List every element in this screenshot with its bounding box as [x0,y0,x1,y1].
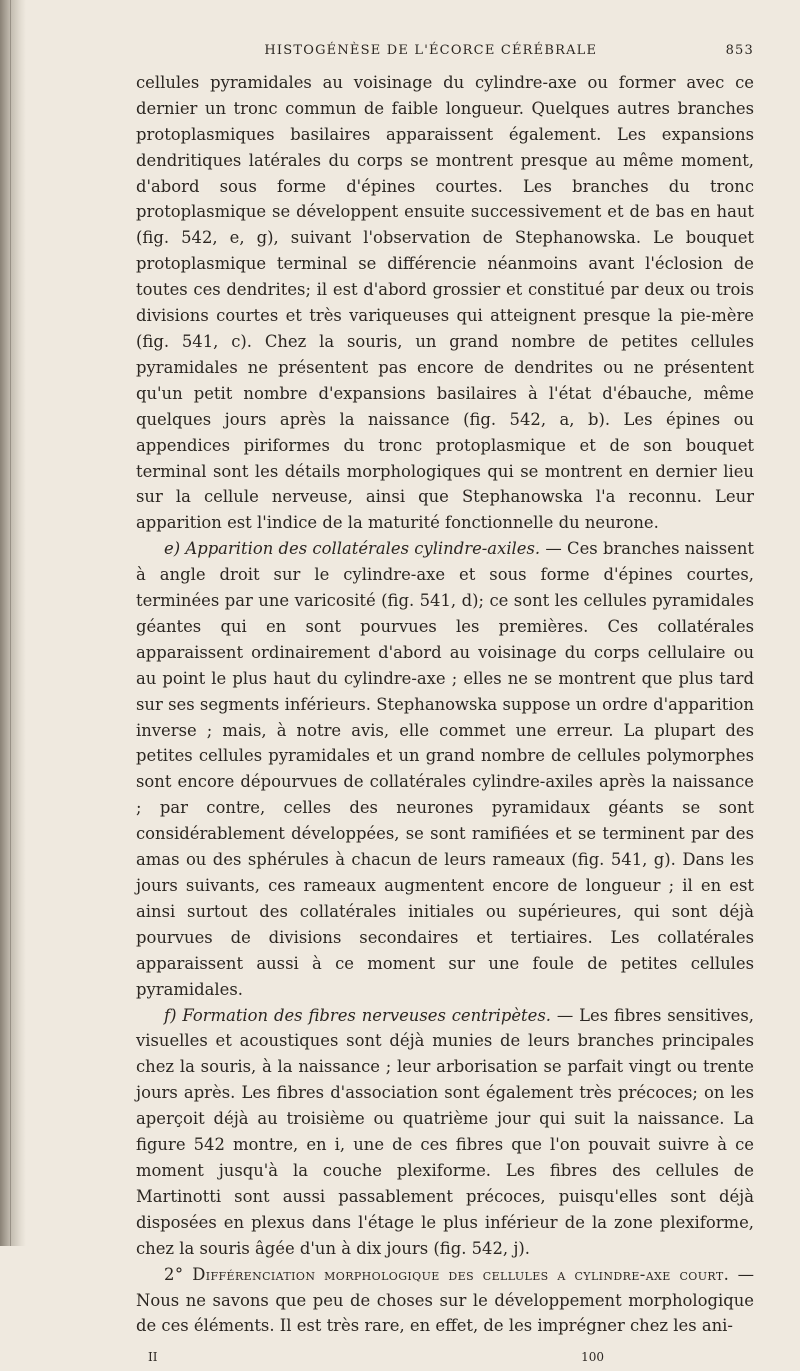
running-title: HISTOGÉNÈSE DE L'ÉCORCE CÉRÉBRALE [264,43,598,58]
signature-mark: 100 [581,1350,604,1365]
page-binding-shadow [0,0,26,1246]
book-page [136,38,754,1371]
section-heading-e: e) Apparition des collatérales cylindre-axiles. [164,539,541,559]
paragraph-centripetal-fibres [136,1003,754,1262]
paragraph-short-axon-cells [136,1262,754,1340]
running-header [136,38,754,64]
paragraph-centripetal-text: — Les fibres sensitives, visuelles et acoustiques sont déjà munies de leurs branches principales chez la souris, à la naissance ; leur arborisation se parfait vingt ou trente jours après. Les fibres d'association sont également très précoces; on les aperçoit déjà au troisième ou quatrième jour qui suit la naissance. La figure 542 montre, en i, une de ces fibres que l'on pouvait suivre à ce moment jusqu'à la couche plexiforme. Les fibres des cellules de Martinotti sont aussi passablement précoces, puisqu'elles sont déjà disposées en plexus dans l'étage le plus inférieur de la zone plexiforme, chez la souris âgée d'un à dix jours (fig. 542, j). [136,1005,754,1258]
page-number: 853 [725,43,754,58]
section-heading-2: 2° Différenciation morphologique des cellules a cylindre-axe court. [164,1264,730,1284]
volume-mark: II [148,1350,158,1365]
page-binding-edge [10,0,11,1246]
paragraph-collaterals [136,536,754,1002]
paragraph-collaterals-text: — Ces branches naissent à angle droit sur le cylindre-axe et sous forme d'épines courtes, terminées par une varicosité (fig. 541, d); ce sont les cellules pyramidales géantes qui en sont pourvues les premières. Ces collatérales apparaissent ordinairement d'abord au voisinage du corps cellulaire ou au point le plus haut du cylindre-axe ; elles ne se montrent que plus tard sur ses segments inférieurs. Stephanowska suppose un ordre d'apparition inverse ; mais, à notre avis, elle commet une erreur. La plupart des petites cellules pyramidales et un grand nombre de cellules polymorphes sont encore dépourvues de collatérales cylindre-axiles après la naissance ; par contre, celles des neurones pyramidaux géants se sont considérablement développées, se sont ramifiées et se terminent par des amas ou des sphérules à chacun de leurs rameaux (fig. 541, g). Dans les jours suivants, ces rameaux augmentent encore de longueur ; il en est ainsi surtout des collatérales initiales ou supérieures, qui sont déjà pourvues de divisions secondaires et tertiaires. Les collatérales apparaissent aussi à ce moment sur une foule de petites cellules pyramidales. [136,539,754,999]
paragraph-short-axon-text: — Nous ne savons que peu de choses sur le développement morphologique de ces éléments. Il est très rare, en effet, de les imprégner chez les ani- [136,1264,754,1336]
page-footer [136,1345,754,1371]
paragraph-continuation: cellules pyramidales au voisinage du cylindre-axe ou former avec ce dernier un tronc commun de faible longueur. Quelques autres branches protoplasmiques basilaires apparaissent également. Les expansions dendritiques latérales du corps se montrent presque au même moment, d'abord sous forme d'épines courtes. Les branches du tronc protoplasmique se développent ensuite successivement et de bas en haut (fig. 542, e, g), suivant l'observation de Stephanowska. Le bouquet protoplasmique terminal se différencie néanmoins avant l'éclosion de toutes ces dendrites; il est d'abord grossier et constitué par deux ou trois divisions courtes et très variqueuses qui atteignent presque la pie-mère (fig. 541, c). Chez la souris, un grand nombre de petites cellules pyramidales ne présentent pas encore de dendrites ou ne présentent qu'un petit nombre d'expansions basilaires à l'état d'ébauche, même quelques jours après la naissance (fig. 542, a, b). Les épines ou appendices piriformes du tronc protoplasmique et de son bouquet terminal sont les détails morphologiques qui se montrent en dernier lieu sur la cellule nerveuse, ainsi que Stephanowska l'a reconnu. Leur apparition est l'indice de la maturité fonctionnelle du neurone. [136,72,754,533]
section-heading-f: f) Formation des fibres nerveuses centripètes. [164,1005,551,1025]
